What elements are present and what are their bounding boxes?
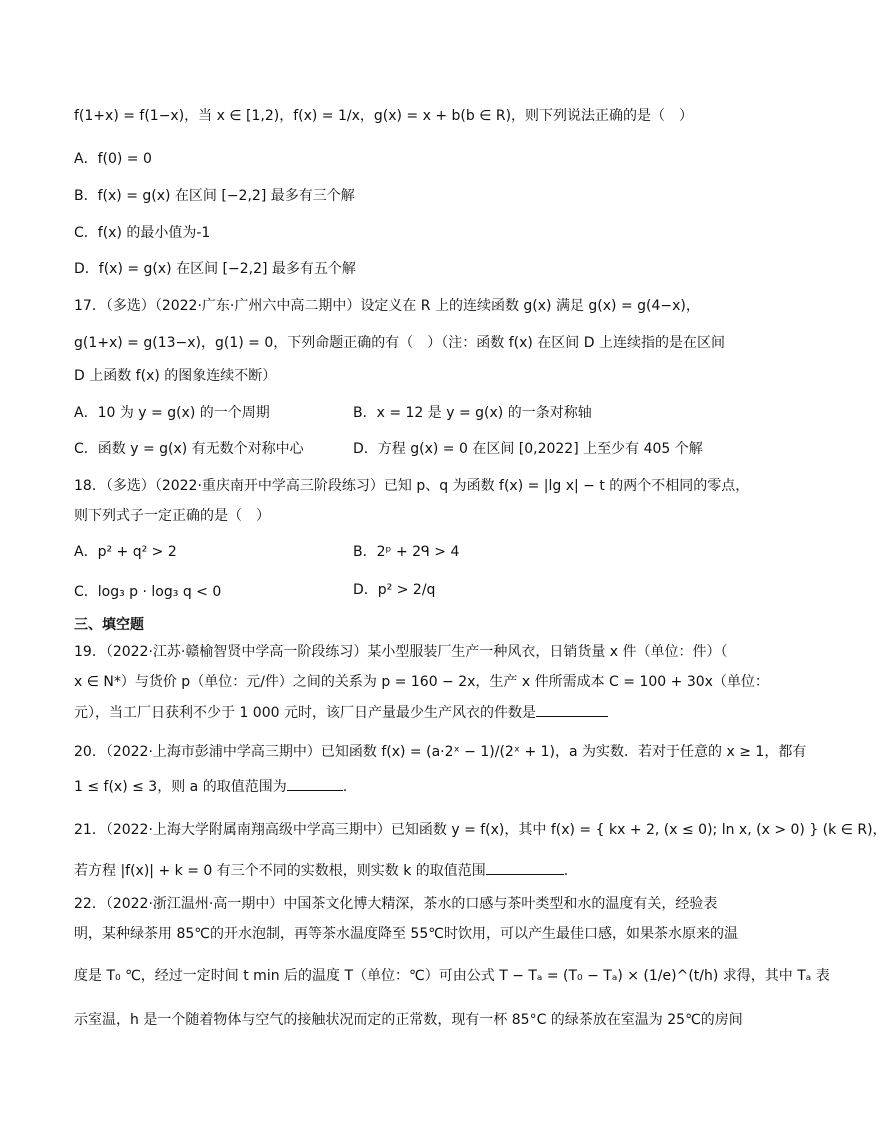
q16-option-c: C．f(x) 的最小值为-1 bbox=[74, 225, 211, 241]
q17-option-c: C．函数 y = g(x) 有无数个对称中心 bbox=[74, 441, 304, 457]
q20-line-2 bbox=[74, 776, 347, 797]
q19-line-2: x ∈ N*）与货价 p（单位：元/件）之间的关系为 p = 160 − 2x，生产 x 件所需成本 C = 100 + 30x（单位： bbox=[74, 674, 769, 690]
q21-end-period: . bbox=[563, 863, 569, 879]
section-heading: 三、填空题 bbox=[74, 617, 144, 633]
q17-line-1: 17．（多选）（2022·广东·广州六中高二期中）设定义在 R 上的连续函数 g(x) 满足 g(x) = g(4−x)， bbox=[74, 298, 700, 314]
q17-line-3: D 上函数 f(x) 的图象连续不断） bbox=[74, 368, 277, 384]
q20-end-period: . bbox=[342, 779, 348, 795]
q16-stem: f(1+x) = f(1−x)，当 x ∈ [1,2)，f(x) = 1/x，g(x) = x + b(b ∈ R)，则下列说法正确的是（ ） bbox=[74, 108, 694, 124]
q21-line-1: 21．（2022·上海大学附属南翔高级中学高三期中）已知函数 y = f(x)，其中 f(x) = { kx + 2, (x ≤ 0); ln x, (x > 0) } (k ∈ R)， bbox=[74, 822, 887, 838]
q21-answer-blank bbox=[486, 860, 564, 875]
q19-line-1: 19．（2022·江苏·赣榆智贤中学高一阶段练习）某小型服装厂生产一种风衣，日销货量 x 件（单位：件）（ bbox=[74, 644, 728, 660]
q22-line-3: 度是 T₀ ℃，经过一定时间 t min 后的温度 T（单位：℃）可由公式 T − Tₐ = (T₀ − Tₐ) × (1/e)^(t/h) 求得，其中 Tₐ 表 bbox=[74, 968, 830, 984]
q18-option-b: B．2ᵖ + 2ᑫ > 4 bbox=[353, 544, 460, 560]
q18-line-2: 则下列式子一定正确的是（ ） bbox=[74, 508, 270, 524]
q22-line-2: 明，某种绿茶用 85℃的开水泡制，再等茶水温度降至 55℃时饮用，可以产生最佳口感，如果茶水原来的温 bbox=[74, 926, 738, 942]
q21-line-2-text: 若方程 |f(x)| + k = 0 有三个不同的实数根，则实数 k 的取值范围 bbox=[74, 863, 486, 879]
q18-option-a: A．p² + q² > 2 bbox=[74, 544, 177, 560]
q20-answer-blank bbox=[287, 776, 343, 791]
q20-line-1: 20．（2022·上海市彭浦中学高三期中）已知函数 f(x) = (a·2ˣ − 1)/(2ˣ + 1)，a 为实数．若对于任意的 x ≥ 1，都有 bbox=[74, 744, 807, 760]
q16-option-a: A．f(0) = 0 bbox=[74, 151, 152, 167]
q20-line-2-text: 1 ≤ f(x) ≤ 3，则 a 的取值范围为 bbox=[74, 779, 287, 795]
q22-line-1: 22．（2022·浙江温州·高一期中）中国茶文化博大精深，茶水的口感与茶叶类型和水的温度有关，经验表 bbox=[74, 896, 718, 912]
q16-option-b: B．f(x) = g(x) 在区间 [−2,2] 最多有三个解 bbox=[74, 188, 355, 204]
q16-option-d: D．f(x) = g(x) 在区间 [−2,2] 最多有五个解 bbox=[74, 261, 356, 277]
q19-line-3-text: 元），当工厂日获利不少于 1 000 元时，该厂日产量最少生产风衣的件数是 bbox=[74, 705, 536, 721]
q18-option-d: D．p² > 2/q bbox=[353, 582, 436, 598]
q19-line-3 bbox=[74, 702, 608, 723]
q18-line-1: 18．（多选）（2022·重庆南开中学高三阶段练习）已知 p、q 为函数 f(x) = |lg x| − t 的两个不相同的零点， bbox=[74, 478, 750, 494]
q19-answer-blank bbox=[536, 702, 608, 717]
q17-option-d: D．方程 g(x) = 0 在区间 [0,2022] 上至少有 405 个解 bbox=[353, 441, 703, 457]
q17-option-b: B．x = 12 是 y = g(x) 的一条对称轴 bbox=[353, 405, 592, 421]
q17-line-2: g(1+x) = g(13−x)，g(1) = 0，下列命题正确的有（ ）（注：函数 f(x) 在区间 D 上连续指的是在区间 bbox=[74, 335, 725, 351]
q21-line-2 bbox=[74, 860, 568, 881]
q18-option-c: C．log₃ p · log₃ q < 0 bbox=[74, 584, 222, 600]
q17-option-a: A．10 为 y = g(x) 的一个周期 bbox=[74, 405, 270, 421]
q22-line-4: 示室温，h 是一个随着物体与空气的接触状况而定的正常数，现有一杯 85°C 的绿茶放在室温为 25℃的房间 bbox=[74, 1012, 743, 1028]
